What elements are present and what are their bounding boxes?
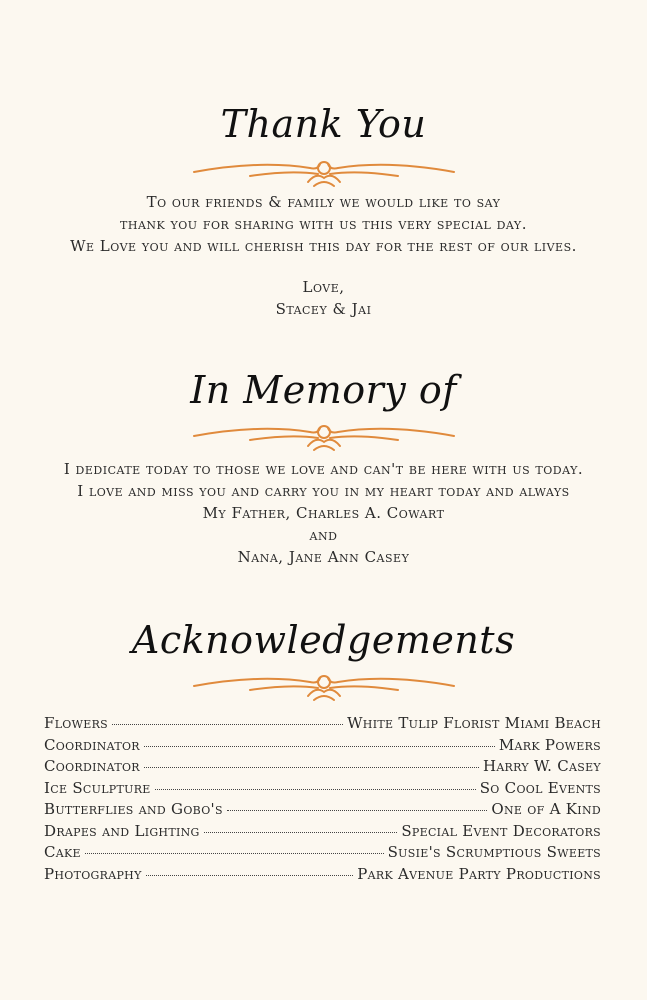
memory-line: Nana, Jane Ann Casey bbox=[237, 548, 410, 566]
closing-text: Love, bbox=[302, 278, 345, 296]
thank-you-signoff bbox=[0, 276, 647, 320]
ack-role: Butterflies and Gobo's bbox=[44, 800, 223, 818]
ack-row bbox=[44, 865, 601, 887]
memory-line: I love and miss you and carry you in my heart today and always bbox=[77, 482, 570, 500]
ack-name: White Tulip Florist Miami Beach bbox=[347, 714, 601, 732]
thank-you-line: We Love you and will cherish this day for the rest of our lives. bbox=[70, 237, 577, 255]
dot-leader bbox=[85, 853, 384, 854]
ack-name: One of A Kind bbox=[491, 800, 601, 818]
ack-row bbox=[44, 779, 601, 801]
dot-leader bbox=[204, 832, 398, 833]
ack-role: Coordinator bbox=[44, 757, 140, 775]
ack-row bbox=[44, 843, 601, 865]
memory-line: My Father, Charles A. Cowart bbox=[202, 504, 445, 522]
memory-line: and bbox=[309, 526, 338, 544]
thank-you-message bbox=[0, 191, 647, 257]
memory-line: I dedicate today to those we love and can't be here with us today. bbox=[63, 460, 584, 478]
acknowledgements-list bbox=[44, 714, 601, 886]
acknowledgements-heading: Acknowledgements bbox=[131, 618, 516, 662]
ack-name: Mark Powers bbox=[498, 735, 601, 754]
ack-row bbox=[44, 822, 601, 844]
thank-you-line: thank you for sharing with us this very special day. bbox=[120, 215, 527, 233]
dot-leader bbox=[227, 810, 488, 811]
ack-row bbox=[44, 714, 601, 736]
dot-leader bbox=[155, 789, 476, 790]
ack-role: Drapes and Lighting bbox=[44, 821, 200, 840]
ack-name: Park Avenue Party Productions bbox=[357, 864, 601, 883]
ack-row bbox=[44, 757, 601, 779]
ack-role: Photography bbox=[44, 864, 142, 883]
signature-text: Stacey & Jai bbox=[275, 300, 372, 318]
in-memory-message bbox=[0, 458, 647, 568]
dot-leader bbox=[112, 724, 343, 725]
ack-role: Ice Sculpture bbox=[44, 778, 151, 797]
dot-leader bbox=[146, 875, 354, 876]
ack-row bbox=[44, 800, 601, 822]
ack-name: Special Event Decorators bbox=[401, 821, 601, 840]
ack-role: Cake bbox=[44, 843, 81, 861]
in-memory-heading: In Memory of bbox=[190, 368, 457, 412]
flourish-ornament-2 bbox=[190, 416, 458, 456]
ack-role: Coordinator bbox=[44, 735, 140, 754]
ack-name: So Cool Events bbox=[479, 778, 601, 797]
ack-role: Flowers bbox=[44, 714, 108, 732]
dot-leader bbox=[144, 746, 495, 747]
flourish-ornament-1 bbox=[190, 152, 458, 192]
ack-name: Harry W. Casey bbox=[482, 757, 601, 775]
ack-name: Susie's Scrumptious Sweets bbox=[387, 843, 601, 861]
thank-you-line: To our friends & family we would like to say bbox=[146, 193, 501, 211]
dot-leader bbox=[144, 767, 479, 768]
thank-you-heading: Thank You bbox=[220, 102, 427, 146]
flourish-ornament-3 bbox=[190, 666, 458, 706]
ack-row bbox=[44, 736, 601, 758]
